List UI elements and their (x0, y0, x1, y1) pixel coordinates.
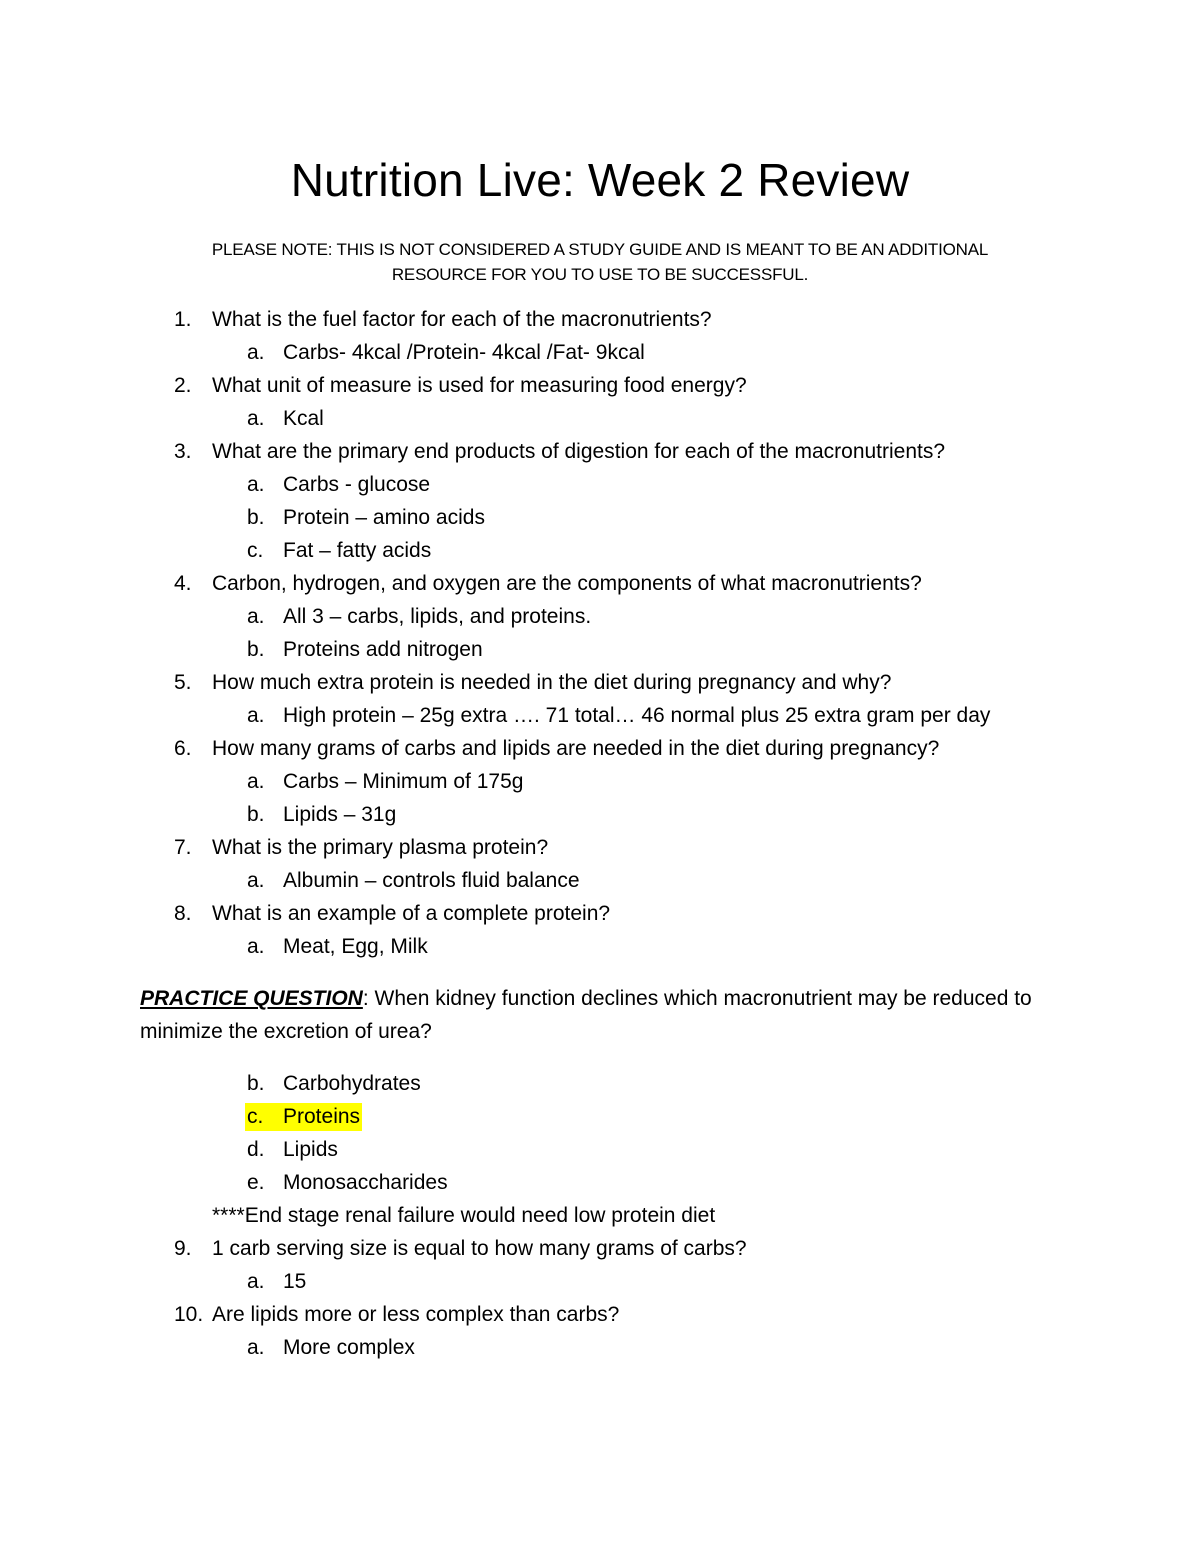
answer-text: 15 (283, 1270, 307, 1293)
answer-letter: c. (247, 539, 264, 562)
question-number: 8. (174, 902, 192, 925)
option-text: Proteins (283, 1105, 361, 1128)
disclaimer-line-2: RESOURCE FOR YOU TO USE TO BE SUCCESSFUL. (391, 265, 809, 284)
answer-letter: a. (247, 935, 265, 958)
question-text: What is the primary plasma protein? (212, 836, 549, 859)
answer-text: Meat, Egg, Milk (283, 935, 428, 958)
answer-letter: a. (247, 869, 265, 892)
answer-text: Kcal (283, 407, 324, 430)
answer-text: Albumin – controls fluid balance (283, 869, 580, 892)
question-number: 2. (174, 374, 192, 397)
answer-letter: a. (247, 704, 265, 727)
question-number: 5. (174, 671, 192, 694)
answer-text: Fat – fatty acids (283, 539, 432, 562)
question-text: What is the fuel factor for each of the macronutrients? (212, 308, 712, 331)
question-number: 10. (174, 1303, 204, 1326)
question-number: 4. (174, 572, 192, 595)
practice-question-label: PRACTICE QUESTION (140, 987, 363, 1010)
question-text: 1 carb serving size is equal to how many grams of carbs? (212, 1237, 747, 1260)
answer-text: Protein – amino acids (283, 506, 485, 529)
answer-letter: b. (247, 803, 265, 826)
practice-question-text: When kidney function declines which macronutrient may be reduced to (368, 987, 1032, 1010)
option-text: Monosaccharides (283, 1171, 448, 1194)
answer-letter: a. (247, 407, 265, 430)
question-text: Are lipids more or less complex than carbs? (212, 1303, 620, 1326)
answer-text: Carbs – Minimum of 175g (283, 770, 524, 793)
option-letter: d. (247, 1138, 265, 1161)
question-text: What are the primary end products of digestion for each of the macronutrients? (212, 440, 946, 463)
page-title: Nutrition Live: Week 2 Review (290, 154, 910, 206)
answer-text: Proteins add nitrogen (283, 638, 483, 661)
answer-text: High protein – 25g extra …. 71 total… 46 normal plus 25 extra gram per day (283, 704, 991, 727)
practice-remark: ****End stage renal failure would need low protein diet (212, 1204, 716, 1227)
answer-letter: a. (247, 1270, 265, 1293)
answer-letter: a. (247, 605, 265, 628)
answer-text: All 3 – carbs, lipids, and proteins. (283, 605, 592, 628)
answer-letter: a. (247, 473, 265, 496)
disclaimer-note (150, 237, 1050, 287)
question-number: 6. (174, 737, 192, 760)
answer-letter: a. (247, 770, 265, 793)
option-text: Carbohydrates (283, 1072, 421, 1095)
answer-text: Carbs- 4kcal /Protein- 4kcal /Fat- 9kcal (283, 341, 645, 364)
answer-letter: b. (247, 638, 265, 661)
question-number: 1. (174, 308, 192, 331)
question-text: How many grams of carbs and lipids are needed in the diet during pregnancy? (212, 737, 940, 760)
practice-question-continued: minimize the excretion of urea? (140, 1020, 432, 1043)
answer-letter: b. (247, 506, 265, 529)
answer-letter: a. (247, 1336, 265, 1359)
option-letter: c. (247, 1105, 264, 1128)
question-number: 7. (174, 836, 192, 859)
question-number: 3. (174, 440, 192, 463)
question-number: 9. (174, 1237, 192, 1260)
option-letter: b. (247, 1072, 265, 1095)
answer-text: Carbs - glucose (283, 473, 431, 496)
disclaimer-line-1: PLEASE NOTE: THIS IS NOT CONSIDERED A STUDY GUIDE AND IS MEANT TO BE AN ADDITIONAL (211, 240, 989, 259)
question-text: How much extra protein is needed in the diet during pregnancy and why? (212, 671, 892, 694)
practice-question-separator: : (362, 987, 369, 1010)
answer-letter: a. (247, 341, 265, 364)
answer-text: More complex (283, 1336, 415, 1359)
question-text: What unit of measure is used for measuring food energy? (212, 374, 747, 397)
option-letter: e. (247, 1171, 265, 1194)
question-text: Carbon, hydrogen, and oxygen are the components of what macronutrients? (212, 572, 922, 595)
practice-question (140, 985, 1032, 1013)
answer-text: Lipids – 31g (283, 803, 397, 826)
question-text: What is an example of a complete protein? (212, 902, 611, 925)
option-text: Lipids (283, 1138, 338, 1161)
